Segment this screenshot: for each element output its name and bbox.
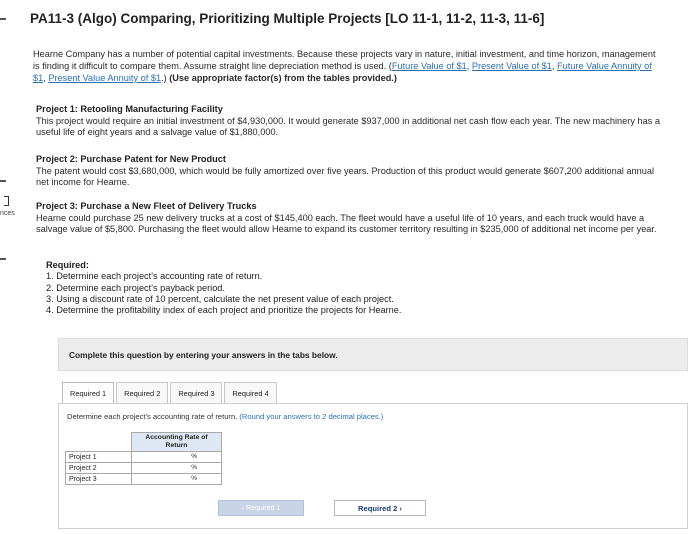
- required-title: Required:: [46, 260, 89, 270]
- tab-required-2[interactable]: Required 2: [116, 382, 168, 404]
- left-edge-strip: [0, 0, 22, 534]
- project-2-title: Project 2: Purchase Patent for New Product: [36, 154, 226, 164]
- table-row: [66, 452, 222, 463]
- row-label-project-2: Project 2: [66, 463, 132, 474]
- intro-sep: ,: [43, 73, 49, 83]
- future-value-annuity-link[interactable]: Future Value Annuity of $1: [33, 61, 652, 83]
- required-list: [46, 260, 401, 316]
- instruction-text: Complete this question by entering your answers in the tabs below.: [69, 350, 338, 360]
- panel-instruction: [67, 412, 383, 421]
- chevron-right-icon: ›: [397, 504, 402, 513]
- required-item: 2. Determine each project's payback period.: [46, 282, 225, 293]
- project-1-body: This project would require an initial investment of $4,930,000. It would generate $937,000 in additional net cash flow each year. The new machinery has a useful life of eight years and a salvage value of $1,880,000.: [36, 115, 660, 137]
- project-2-block: [36, 154, 661, 189]
- percent-unit: %: [191, 453, 197, 460]
- present-value-annuity-link[interactable]: Present Value Annuity of $1: [48, 73, 162, 83]
- project-3-block: [36, 201, 661, 236]
- future-value-link[interactable]: Future Value of $1: [391, 61, 467, 71]
- project-3-body: Hearne could purchase 25 new delivery trucks at a cost of $145,400 each. The fleet would have a useful life of 10 years, and each truck would have a salvage value of $5,800. Purchasing the fleet would allow Hearne to expand its customer territory resulting in $235,000 of additional net income per year.: [36, 212, 657, 234]
- edge-bracket: [4, 196, 9, 206]
- instruction-banner: [58, 338, 688, 371]
- present-value-link[interactable]: Present Value of $1: [471, 61, 552, 71]
- project-1-title: Project 1: Retooling Manufacturing Facility: [36, 104, 223, 114]
- next-label: Required 2: [358, 504, 398, 513]
- required-tabs: [62, 382, 279, 404]
- edge-mark: [0, 18, 6, 20]
- project-1-block: [36, 104, 661, 139]
- percent-unit: %: [191, 475, 197, 482]
- page-title: PA11-3 (Algo) Comparing, Prioritizing Multiple Projects [LO 11-1, 11-2, 11-3, 11-6]: [30, 11, 545, 26]
- row-label-project-1: Project 1: [66, 452, 132, 463]
- edge-mark: [0, 180, 6, 182]
- project-3-title: Project 3: Purchase a New Fleet of Delivery Trucks: [36, 201, 257, 211]
- required-item: 1. Determine each project's accounting rate of return.: [46, 271, 263, 282]
- chevron-left-icon: ‹: [241, 505, 247, 512]
- tab-required-3[interactable]: Required 3: [170, 382, 222, 404]
- required-item: 3. Using a discount rate of 10 percent, calculate the net present value of each project.: [46, 293, 394, 304]
- arr-input-cell: [132, 463, 222, 474]
- prev-label: Required 1: [246, 505, 281, 512]
- panel-instruction-text: Determine each project's accounting rate of return.: [67, 412, 240, 421]
- table-row: [66, 474, 222, 485]
- intro-sep: ,: [466, 61, 472, 71]
- table-row: [66, 463, 222, 474]
- intro-paragraph: [33, 48, 663, 84]
- arr-input-cell: [132, 452, 222, 463]
- intro-sep: ,: [551, 61, 558, 71]
- next-required-button[interactable]: [334, 500, 426, 516]
- table-corner: [66, 433, 132, 452]
- prev-required-button[interactable]: [218, 500, 304, 516]
- arr-table: [65, 432, 222, 485]
- column-header-arr: Accounting Rate of Return: [132, 433, 222, 452]
- intro-text: Hearne Company has a number of potential capital investments. Because these projects vary in nature, initial investment, and time horizon, management is finding it difficult to compare them. Assume straight line depreciation method is used. (: [33, 49, 656, 71]
- row-label-project-3: Project 3: [66, 474, 132, 485]
- intro-close: .): [161, 73, 167, 83]
- edge-cut-label: nces: [0, 210, 15, 217]
- panel-instruction-note: (Round your answers to 2 decimal places.): [239, 412, 384, 421]
- arr-input-cell: [132, 474, 222, 485]
- tab-required-4[interactable]: Required 4: [224, 382, 276, 404]
- tab-required-1[interactable]: Required 1: [62, 382, 114, 404]
- project-2-body: The patent would cost $3,680,000, which would be fully amortized over five years. Production of this product would generate $607,200 additional annual net income for Hearne.: [36, 165, 654, 187]
- required-item: 4. Determine the profitability index of each project and prioritize the projects for Hearne.: [46, 305, 402, 316]
- table-header-row: [66, 433, 222, 452]
- percent-unit: %: [191, 464, 197, 471]
- intro-bold-note: (Use appropriate factor(s) from the tables provided.): [166, 73, 397, 83]
- edge-mark: [0, 258, 6, 260]
